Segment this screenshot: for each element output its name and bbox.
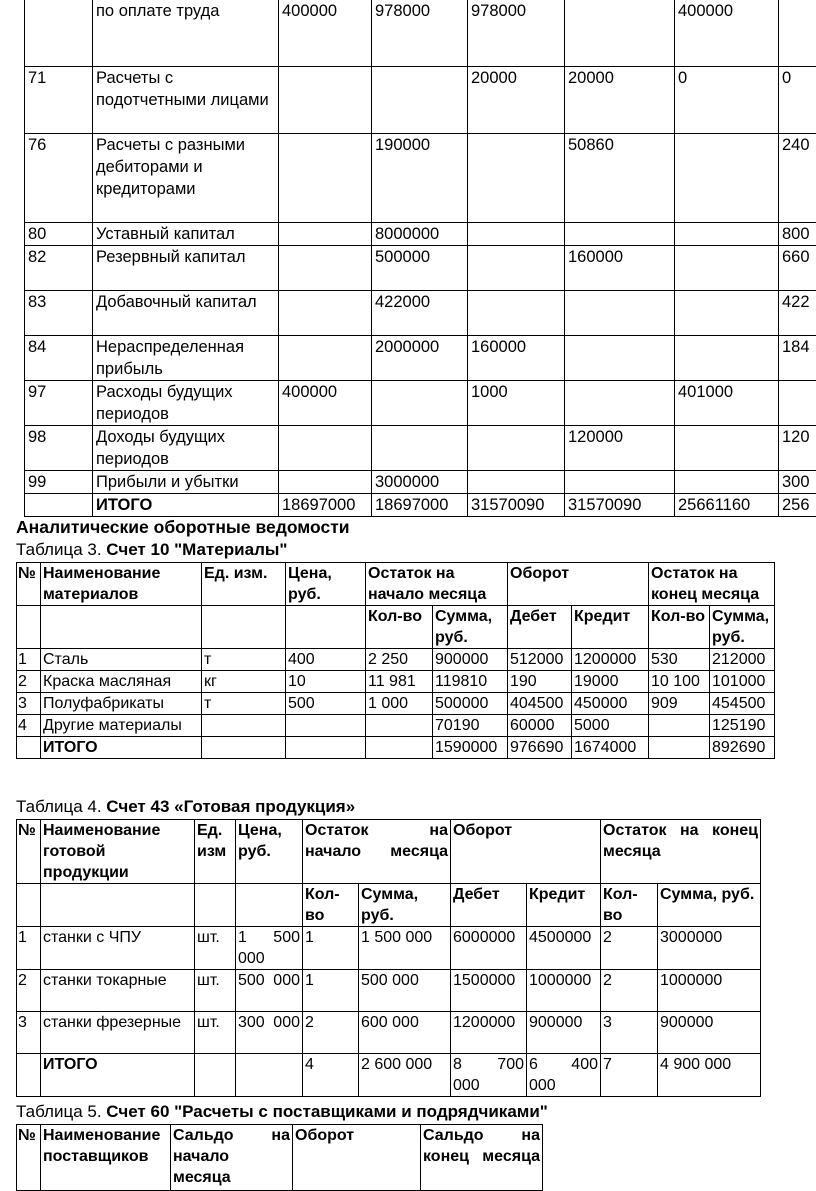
cell-price (286, 737, 366, 759)
cell-d: 512000 (508, 649, 572, 671)
col-num: № (17, 1125, 41, 1191)
cell-c3: 978000 (468, 0, 565, 67)
col-name: Наименование материалов (41, 563, 202, 606)
cell-q1 (366, 715, 433, 737)
cell-d: 60000 (508, 715, 572, 737)
cell-name: станки фрезерные (41, 1012, 195, 1054)
cell-s2: 4 900 000 (658, 1054, 761, 1097)
col-sum-end: Сумма, руб. (658, 884, 761, 927)
table-row (25, 291, 816, 336)
cell-acct (25, 0, 93, 67)
cell-c2 (372, 381, 468, 426)
table4-caption: Таблица 4. Счет 43 «Готовая продукция» (16, 796, 355, 818)
cell-c4 (565, 223, 675, 246)
cell-name: по оплате труда (93, 0, 279, 67)
cell-c: 900000 (527, 1012, 601, 1054)
cell-s2: 125190 (710, 715, 775, 737)
cell-unit: шт. (195, 927, 236, 970)
cell-c6: 256 (779, 494, 816, 517)
materials-table (16, 562, 775, 759)
cell-acct: 99 (25, 471, 93, 494)
cell-c6: 800 (779, 223, 816, 246)
blank (17, 606, 41, 649)
cell-s2: 3000000 (658, 927, 761, 970)
cell-n (17, 737, 41, 759)
cell-c4 (565, 381, 675, 426)
cell-c: 1674000 (572, 737, 649, 759)
cell-name: Расчеты с разными дебиторами и кредиторами (93, 134, 279, 223)
cell-c6 (779, 0, 816, 67)
blank (286, 606, 366, 649)
col-sum: Сумма, руб. (359, 884, 451, 927)
cell-unit: кг (202, 671, 286, 693)
cell-c2: 190000 (372, 134, 468, 223)
cell-c1 (279, 471, 372, 494)
section-heading: Аналитические оборотные ведомости (16, 516, 350, 538)
cell-q1: 2 (303, 1012, 359, 1054)
cell-q2: 909 (649, 693, 710, 715)
cell-q2: 2 (601, 927, 658, 970)
cell-c4: 160000 (565, 246, 675, 291)
cell-acct (25, 494, 93, 517)
cell-c4: 20000 (565, 67, 675, 134)
cell-q1 (366, 737, 433, 759)
cell-c1: 400000 (279, 381, 372, 426)
cell-c2 (372, 67, 468, 134)
cell-name: ИТОГО (41, 737, 202, 759)
cell-c: 1000000 (527, 970, 601, 1012)
cell-name: станки с ЧПУ (41, 927, 195, 970)
cell-d: 8 700 000 (451, 1054, 527, 1097)
cell-name: ИТОГО (41, 1054, 195, 1097)
cell-c1: 400000 (279, 0, 372, 67)
cell-acct: 82 (25, 246, 93, 291)
cell-s1: 600 000 (359, 1012, 451, 1054)
cell-c6: 120 (779, 426, 816, 471)
cell-c6: 184 (779, 336, 816, 381)
cell-c1 (279, 246, 372, 291)
col-name: Наименование поставщиков (41, 1125, 171, 1191)
col-opening: Остаток на начало месяца (303, 820, 451, 884)
col-debit: Дебет (451, 884, 527, 927)
cell-q2 (649, 737, 710, 759)
cell-d: 1500000 (451, 970, 527, 1012)
cell-c: 1200000 (572, 649, 649, 671)
cell-price: 300 000 (236, 1012, 303, 1054)
col-closing: Остаток на конец месяца (601, 820, 761, 884)
table-row (25, 494, 816, 517)
cell-c4 (565, 471, 675, 494)
cell-unit: шт. (195, 1012, 236, 1054)
table-row (25, 67, 816, 134)
cell-acct: 97 (25, 381, 93, 426)
cell-s1: 70190 (433, 715, 508, 737)
cell-s1: 900000 (433, 649, 508, 671)
cell-c3: 1000 (468, 381, 565, 426)
cell-q2: 530 (649, 649, 710, 671)
table-row (17, 671, 775, 693)
table-row (17, 970, 761, 1012)
cell-acct: 71 (25, 67, 93, 134)
cell-s2: 900000 (658, 1012, 761, 1054)
cell-d: 6000000 (451, 927, 527, 970)
cell-s1: 1590000 (433, 737, 508, 759)
cell-c5: 0 (675, 67, 779, 134)
table-row (25, 134, 816, 223)
col-price: Цена, руб. (286, 563, 366, 606)
table-row (17, 1012, 761, 1054)
cell-q2: 10 100 (649, 671, 710, 693)
cell-price: 400 (286, 649, 366, 671)
col-opening: Сальдо на начало месяца (171, 1125, 293, 1191)
cell-c2: 978000 (372, 0, 468, 67)
cell-c3 (468, 291, 565, 336)
cell-d: 976690 (508, 737, 572, 759)
cell-d: 404500 (508, 693, 572, 715)
cell-c4: 50860 (565, 134, 675, 223)
cell-name: станки токарные (41, 970, 195, 1012)
cell-c3 (468, 471, 565, 494)
col-turnover: Оборот (293, 1125, 421, 1191)
blank (195, 884, 236, 927)
cell-s2: 892690 (710, 737, 775, 759)
col-unit: Ед. изм. (202, 563, 286, 606)
cell-q2: 2 (601, 970, 658, 1012)
cell-c6: 422 (779, 291, 816, 336)
cell-c5 (675, 246, 779, 291)
cell-q1: 2 250 (366, 649, 433, 671)
cell-price: 500 000 (236, 970, 303, 1012)
cell-name: Нераспределенная прибыль (93, 336, 279, 381)
table-row (17, 715, 775, 737)
cell-acct: 98 (25, 426, 93, 471)
cell-n: 2 (17, 970, 41, 1012)
cell-c1 (279, 223, 372, 246)
cell-s1: 1 500 000 (359, 927, 451, 970)
cell-name: Расходы будущих периодов (93, 381, 279, 426)
col-price: Цена, руб. (236, 820, 303, 884)
cell-c1 (279, 134, 372, 223)
table3-caption: Таблица 3. Счет 10 "Материалы" (16, 539, 287, 561)
cell-c5 (675, 134, 779, 223)
table-row (25, 223, 816, 246)
cell-c3 (468, 246, 565, 291)
cell-c4 (565, 0, 675, 67)
cell-c2: 2000000 (372, 336, 468, 381)
cell-unit: т (202, 693, 286, 715)
cell-c3: 31570090 (468, 494, 565, 517)
cell-price (236, 1054, 303, 1097)
col-credit: Кредит (527, 884, 601, 927)
cell-c5 (675, 426, 779, 471)
cell-c2: 18697000 (372, 494, 468, 517)
suppliers-table (16, 1124, 543, 1191)
cell-c4: 31570090 (565, 494, 675, 517)
cell-q2 (649, 715, 710, 737)
cell-unit (202, 715, 286, 737)
cell-c2: 3000000 (372, 471, 468, 494)
cell-c6: 660 (779, 246, 816, 291)
col-qty-end: Кол-во (601, 884, 658, 927)
cell-acct: 76 (25, 134, 93, 223)
cell-c4 (565, 336, 675, 381)
cell-c5: 400000 (675, 0, 779, 67)
table5-caption: Таблица 5. Счет 60 "Расчеты с поставщиками и подрядчиками" (16, 1101, 548, 1123)
cell-name: ИТОГО (93, 494, 279, 517)
finished-goods-table (16, 819, 761, 1097)
table-row (25, 426, 816, 471)
col-num: № (17, 820, 41, 884)
cell-c3: 160000 (468, 336, 565, 381)
cell-name: Уставный капитал (93, 223, 279, 246)
cell-c5 (675, 223, 779, 246)
cell-name: Другие материалы (41, 715, 202, 737)
cell-acct: 83 (25, 291, 93, 336)
cell-n: 2 (17, 671, 41, 693)
table-row (17, 1054, 761, 1097)
cell-c: 19000 (572, 671, 649, 693)
table-row (25, 381, 816, 426)
cell-name: Добавочный капитал (93, 291, 279, 336)
col-unit: Ед. изм (195, 820, 236, 884)
cell-q2: 7 (601, 1054, 658, 1097)
cell-q1: 11 981 (366, 671, 433, 693)
cell-c3 (468, 223, 565, 246)
cell-q2: 3 (601, 1012, 658, 1054)
cell-c6 (779, 381, 816, 426)
col-opening: Остаток на начало месяца (366, 563, 508, 606)
table-row (17, 927, 761, 970)
cell-c6: 0 (779, 67, 816, 134)
cell-c: 450000 (572, 693, 649, 715)
cell-s1: 500 000 (359, 970, 451, 1012)
cell-s2: 454500 (710, 693, 775, 715)
cell-unit (195, 1054, 236, 1097)
cell-c1 (279, 291, 372, 336)
col-closing: Остаток на конец месяца (649, 563, 775, 606)
cell-price: 10 (286, 671, 366, 693)
cell-c5: 401000 (675, 381, 779, 426)
cell-price: 1 500 000 (236, 927, 303, 970)
cell-c1 (279, 336, 372, 381)
cell-c: 6 400 000 (527, 1054, 601, 1097)
col-name: Наименование готовой продукции (41, 820, 195, 884)
col-debit: Дебет (508, 606, 572, 649)
cell-n (17, 1054, 41, 1097)
cell-q1: 4 (303, 1054, 359, 1097)
cell-n: 1 (17, 927, 41, 970)
cell-name: Резервный капитал (93, 246, 279, 291)
cell-unit (202, 737, 286, 759)
cell-c: 4500000 (527, 927, 601, 970)
trial-balance-table (24, 0, 816, 517)
cell-unit: шт. (195, 970, 236, 1012)
cell-c6: 300 (779, 471, 816, 494)
cell-name: Полуфабрикаты (41, 693, 202, 715)
col-turnover: Оборот (508, 563, 649, 606)
col-turnover: Оборот (451, 820, 601, 884)
col-sum-end: Сумма, руб. (710, 606, 775, 649)
col-sum: Сумма, руб. (433, 606, 508, 649)
cell-c3: 20000 (468, 67, 565, 134)
cell-d: 190 (508, 671, 572, 693)
cell-s2: 1000000 (658, 970, 761, 1012)
cell-c3 (468, 134, 565, 223)
cell-c4: 120000 (565, 426, 675, 471)
cell-price: 500 (286, 693, 366, 715)
cell-c5 (675, 471, 779, 494)
cell-c1: 18697000 (279, 494, 372, 517)
cell-price (286, 715, 366, 737)
cell-c2: 422000 (372, 291, 468, 336)
cell-n: 3 (17, 1012, 41, 1054)
table-row (25, 246, 816, 291)
cell-c1 (279, 426, 372, 471)
cell-c4 (565, 291, 675, 336)
table-row (25, 471, 816, 494)
col-closing: Сальдо на конец месяца (421, 1125, 543, 1191)
cell-acct: 84 (25, 336, 93, 381)
col-qty-end: Кол-во (649, 606, 710, 649)
blank (41, 606, 202, 649)
cell-name: Расчеты с подотчетными лицами (93, 67, 279, 134)
cell-c3 (468, 426, 565, 471)
cell-name: Сталь (41, 649, 202, 671)
cell-q1: 1 (303, 970, 359, 1012)
cell-d: 1200000 (451, 1012, 527, 1054)
cell-n: 4 (17, 715, 41, 737)
table-row (17, 649, 775, 671)
table-row (17, 693, 775, 715)
cell-c: 5000 (572, 715, 649, 737)
blank (17, 884, 41, 927)
cell-name: Доходы будущих периодов (93, 426, 279, 471)
cell-c6: 240 (779, 134, 816, 223)
cell-c5 (675, 291, 779, 336)
cell-n: 1 (17, 649, 41, 671)
cell-c2 (372, 426, 468, 471)
blank (236, 884, 303, 927)
cell-c2: 8000000 (372, 223, 468, 246)
col-num: № (17, 563, 41, 606)
cell-s1: 119810 (433, 671, 508, 693)
cell-s1: 2 600 000 (359, 1054, 451, 1097)
cell-q1: 1 (303, 927, 359, 970)
cell-unit: т (202, 649, 286, 671)
cell-c5: 25661160 (675, 494, 779, 517)
cell-q1: 1 000 (366, 693, 433, 715)
cell-name: Краска масляная (41, 671, 202, 693)
col-qty: Кол-во (303, 884, 359, 927)
cell-c5 (675, 336, 779, 381)
cell-acct: 80 (25, 223, 93, 246)
cell-c1 (279, 67, 372, 134)
cell-name: Прибыли и убытки (93, 471, 279, 494)
cell-s2: 101000 (710, 671, 775, 693)
cell-n: 3 (17, 693, 41, 715)
cell-c2: 500000 (372, 246, 468, 291)
cell-s1: 500000 (433, 693, 508, 715)
table-row (25, 0, 816, 67)
table-row (17, 737, 775, 759)
col-credit: Кредит (572, 606, 649, 649)
table-row (25, 336, 816, 381)
blank (202, 606, 286, 649)
cell-s2: 212000 (710, 649, 775, 671)
blank (41, 884, 195, 927)
col-qty: Кол-во (366, 606, 433, 649)
